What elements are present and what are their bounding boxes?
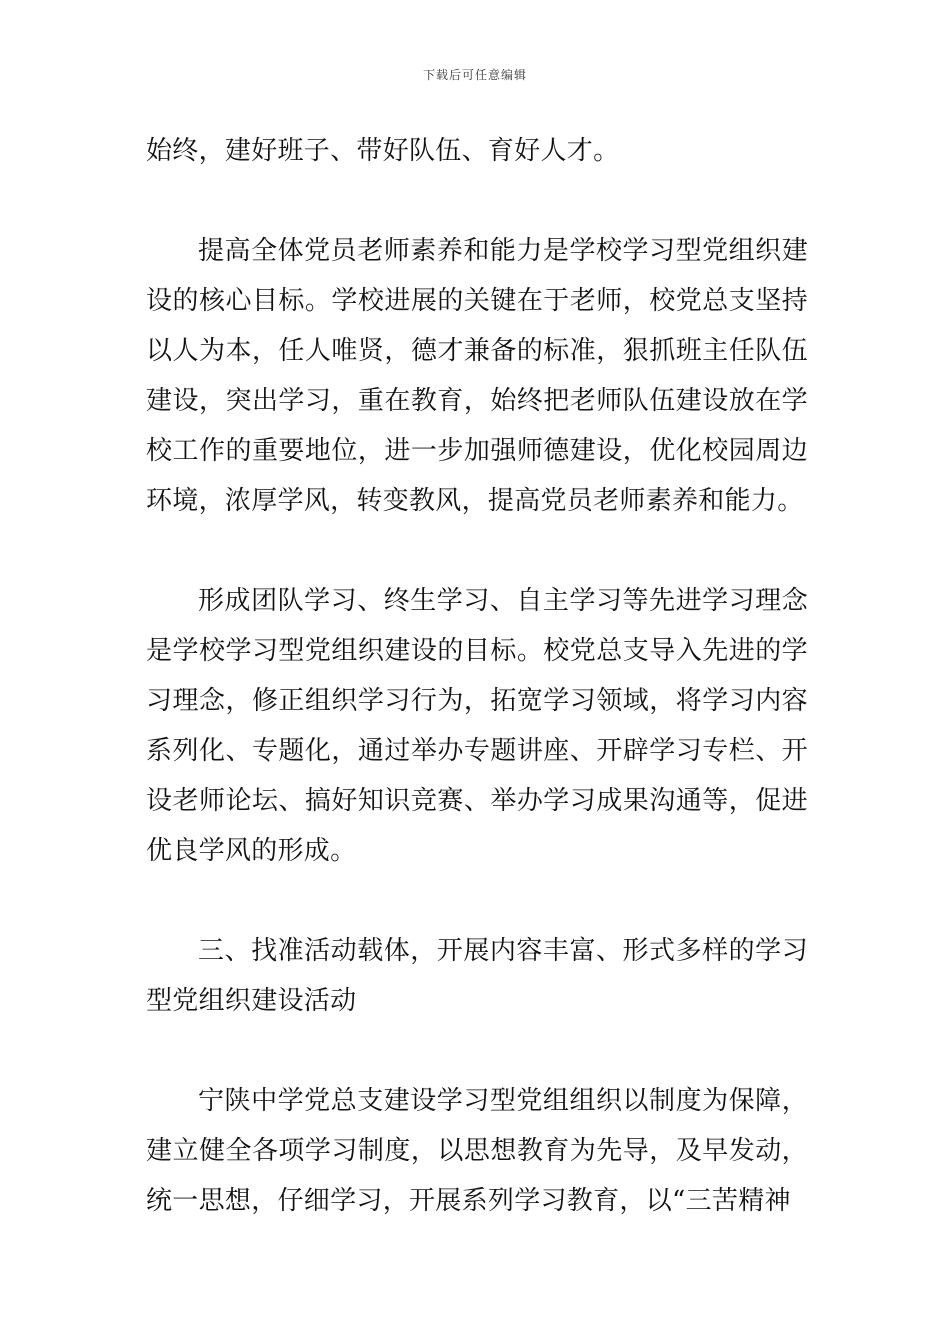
page-header-note: 下载后可任意编辑 [422, 68, 527, 82]
paragraph-gap [146, 526, 808, 576]
paragraph-2: 提高全体党员老师素养和能力是学校学习型党组织建设的核心目标。学校进展的关键在于老师，校党总支坚持以人为本，任人唯贤，德才兼备的标准，狠抓班主任队伍建设，突出学习，重在教育，始终把老师队伍建设放在学校工作的重要地位，进一步加强师德建设，优化校园周边环境，浓厚学风，转变教风，提高党员老师素养和能力。 [146, 236, 808, 516]
paragraph-3: 形成团队学习、终生学习、自主学习等先进学习理念是学校学习型党组织建设的目标。校党总支导入先进的学习理念，修正组织学习行为，拓宽学习领域，将学习内容系列化、专题化，通过举办专题讲座、开辟学习专栏、开设老师论坛、搞好知识竞赛、举办学习成果沟通等，促进优良学风的形成。 [146, 586, 808, 866]
document-body [146, 126, 808, 1226]
paragraph-1: 始终，建好班子、带好队伍、育好人才。 [146, 136, 620, 166]
paragraph-gap [146, 876, 808, 926]
paragraph-gap [146, 1026, 808, 1076]
paragraph-gap [146, 176, 808, 226]
section-heading: 三、找准活动载体，开展内容丰富、形式多样的学习型党组织建设活动 [146, 936, 808, 1016]
paragraph-5: 宁陕中学党总支建设学习型党组组织以制度为保障，建立健全各项学习制度，以思想教育为先导，及早发动，统一思想，仔细学习，开展系列学习教育，以“三苦精神 [146, 1086, 808, 1216]
